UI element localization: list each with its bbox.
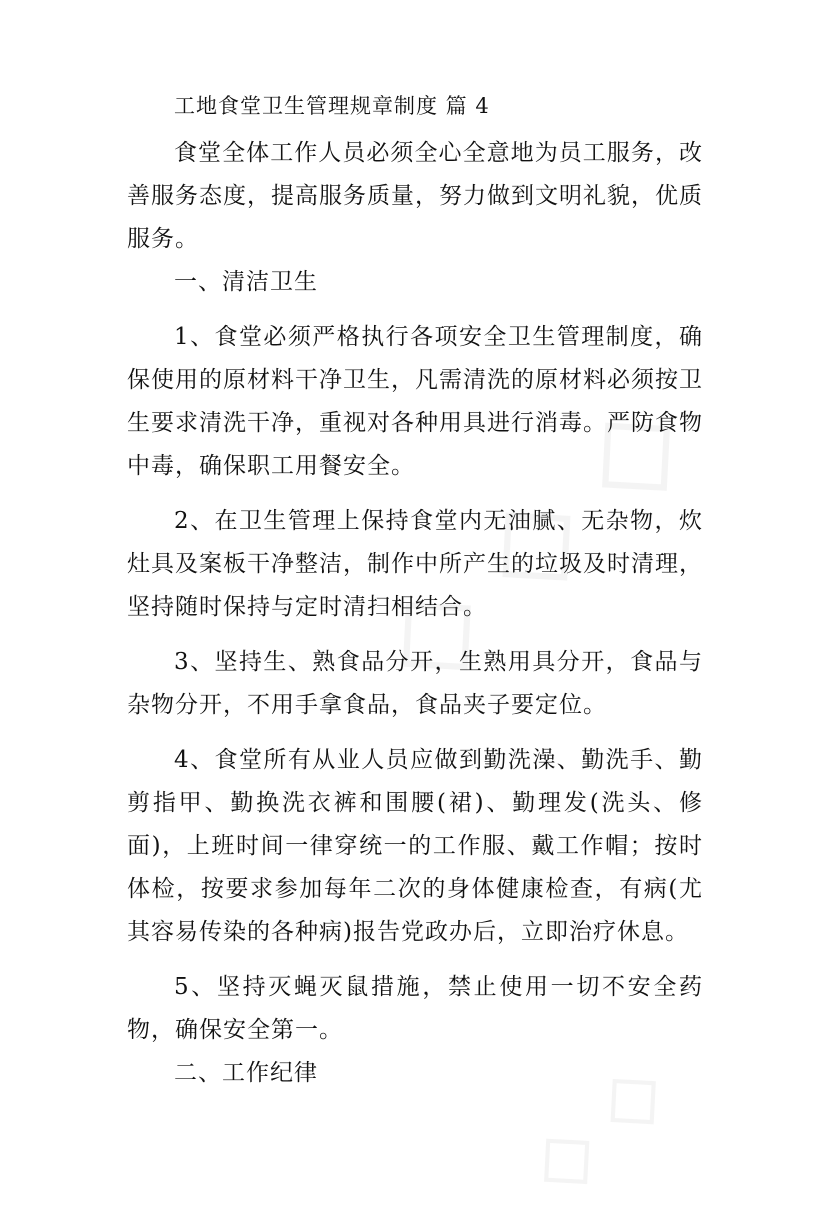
rule-item-5: 5、坚持灭蝇灭鼠措施，禁止使用一切不安全药物，确保安全第一。	[127, 974, 703, 1043]
section-heading-cleanliness: 一、清洁卫生	[174, 269, 318, 295]
rule-item-1: 1、食堂必须严格执行各项安全卫生管理制度，确保使用的原材料干净卫生，凡需清洗的原材料必须按卫生要求清洗干净，重视对各种用具进行消毒。严防食物中毒，确保职工用餐安全。	[127, 324, 703, 479]
rule-item-3: 3、坚持生、熟食品分开，生熟用具分开，食品与杂物分开，不用手拿食品，食品夹子要定位。	[127, 649, 703, 718]
section-heading-discipline: 二、工作纪律	[174, 1060, 318, 1086]
rule-item-2: 2、在卫生管理上保持食堂内无油腻、无杂物，炊灶具及案板干净整洁，制作中所产生的垃圾及时清理，坚持随时保持与定时清扫相结合。	[127, 508, 703, 620]
intro-paragraph: 食堂全体工作人员必须全心全意地为员工服务，改善服务态度，提高服务质量，努力做到文明礼貌，优质服务。	[127, 140, 703, 252]
document-body	[127, 86, 703, 1095]
document-title: 工地食堂卫生管理规章制度 篇 4	[174, 94, 490, 118]
rule-item-4: 4、食堂所有从业人员应做到勤洗澡、勤洗手、勤剪指甲、勤换洗衣裤和围腰(裙)、勤理发(洗头、修面)，上班时间一律穿统一的工作服、戴工作帽；按时体检，按要求参加每年二次的身体健康检查，有病(尤其容易传染的各种病)报告党政办后，立即治疗休息。	[127, 747, 703, 945]
